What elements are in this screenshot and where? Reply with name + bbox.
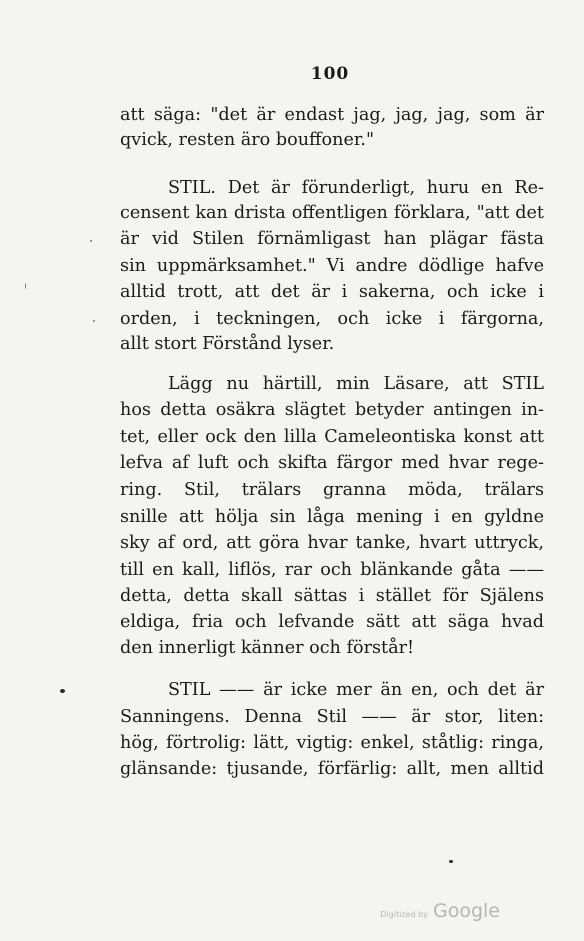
text-line: censent kan drista offentligen förklara, "att det xyxy=(120,203,544,223)
watermark-prefix: Digitized by xyxy=(380,910,428,919)
text-line: sin uppmärksamhet." Vi andre dödlige hafve xyxy=(120,256,544,276)
text-line: att säga: "det är endast jag, jag, jag, som är xyxy=(120,105,544,125)
text-line: glänsande: tjusande, förfärlig: allt, men alltid xyxy=(120,759,544,779)
text-line: qvick, resten äro bouffoner." xyxy=(120,130,375,150)
text-line: den innerligt känner och förstår! xyxy=(120,638,415,658)
text-line: ring. Stil, trälars granna möda, trälars xyxy=(120,480,544,500)
text-line: detta, detta skall sättas i stället för Själens xyxy=(120,586,544,606)
text-line: Lägg nu härtill, min Läsare, att STIL xyxy=(168,374,544,394)
text-line: eldiga, fria och lefvande sätt att säga hvad xyxy=(120,612,544,632)
text-line: är vid Stilen förnämligast han plägar fästa xyxy=(120,229,544,249)
ink-speck xyxy=(90,240,92,242)
ink-speck xyxy=(449,860,453,863)
text-line: till en kall, liflös, rar och blänkande gåta —— xyxy=(120,560,544,580)
text-line: hög, förtrolig: lätt, vigtig: enkel, ståtlig: ringa, xyxy=(120,733,544,753)
digitized-watermark xyxy=(380,900,500,922)
text-line: STIL. Det är förunderligt, huru en Re- xyxy=(168,178,544,198)
text-line: hos detta osäkra slägtet betyder antingen in- xyxy=(120,400,544,420)
watermark-brand: Google xyxy=(432,900,500,922)
text-line: orden, i teckningen, och icke i färgorna, xyxy=(120,309,544,329)
text-line: alltid trott, att det är i sakerna, och icke i xyxy=(120,282,544,302)
page-number: 100 xyxy=(310,64,350,84)
text-line: STIL —— är icke mer än en, och det är xyxy=(168,680,544,700)
ink-speck xyxy=(60,689,65,693)
text-line: tet, eller ock den lilla Cameleontiska konst att xyxy=(120,427,544,447)
text-line: Sanningens. Denna Stil —— är stor, liten: xyxy=(120,707,544,727)
text-line: lefva af luft och skifta färgor med hvar rege- xyxy=(120,453,544,473)
ink-speck xyxy=(93,320,95,322)
ink-speck xyxy=(25,283,26,289)
text-line: snille att hölja sin låga mening i en gyldne xyxy=(120,507,544,527)
text-line: sky af ord, att göra hvar tanke, hvart uttryck, xyxy=(120,533,544,553)
text-line: allt stort Förstånd lyser. xyxy=(120,334,335,354)
